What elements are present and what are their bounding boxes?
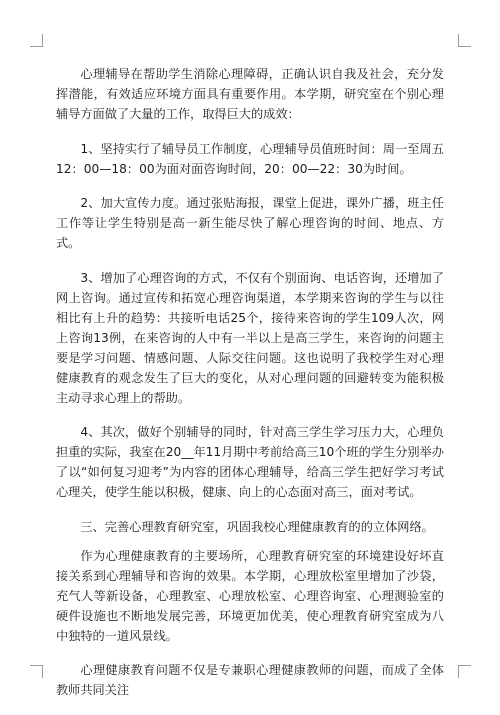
paragraph-research-room: 作为心理健康教育的主要场所，心理教育研究室的环境建设好坏直接关系到心理辅导和咨询的效果。本学期，心理放松室里增加了沙袋，充气人等新设备，心理教室、心理放松室、心理咨询室、心理测验室的硬件设施也不断地发展完善，环境更加优美，使心理教育研究室成为八中独特的一道风景线。	[56, 548, 444, 643]
crop-mark-top-left	[30, 34, 43, 47]
paragraph-item-1: 1、坚持实行了辅导员工作制度，心理辅导员值班时间：周一至周五12：00—18：00为面对面咨询时间，20：00—22：30为时间。	[56, 141, 444, 176]
crop-mark-top-right	[458, 34, 471, 47]
paragraph-item-2: 2、加大宣传力度。通过张贴海报，课堂上促进，课外广播，班主任工作等让学生特别是高一新生能尽快了解心理咨询的时间、地点、方式。	[56, 196, 444, 250]
crop-mark-bottom-right	[458, 665, 471, 678]
paragraph-closing: 心理健康教育问题不仅是专兼职心理健康教师的问题，而成了全体教师共同关注	[56, 663, 444, 697]
paragraph-item-4: 4、其次，做好个别辅导的同时，针对高三学生学习压力大，心理负担重的实际，我室在20__年11月期中考前给高三10个班的学生分别举办了以“如何复习迎考”为内容的团体心理辅导，给高三学生把好学习考试心理关，使学生能以积极，健康、向上的心态面对高三，面对考试。	[56, 425, 444, 499]
section-heading-3: 三、完善心理教育研究室，巩固我校心理健康教育的的立体网络。	[80, 519, 434, 534]
paragraph-intro: 心理辅导在帮助学生消除心理障碍，正确认识自我及社会，充分发挥潜能，有效适应环境方面具有重要作用。本学期，研究室在个别心理辅导方面做了大量的工作，取得巨大的成效：	[56, 67, 444, 121]
crop-mark-bottom-left	[30, 665, 43, 678]
document-body	[56, 64, 444, 715]
paragraph-item-3: 3、增加了心理咨询的方式，不仅有个别面询、电话咨询，还增加了网上咨询。通过宣传和拓宽心理咨询渠道，本学期来咨询的学生与以往相比有上升的趋势：共接听电话25个，接待来咨询的学生109人次，网上咨询13例，在来咨询的人中有一半以上是高三学生，来咨询的问题主要是学习问题、情感问题、人际交往问题。这也说明了我校学生对心理健康教育的观念发生了巨大的变化，从对心理问题的回避转变为能积极主动寻求心理上的帮助。	[56, 270, 444, 405]
